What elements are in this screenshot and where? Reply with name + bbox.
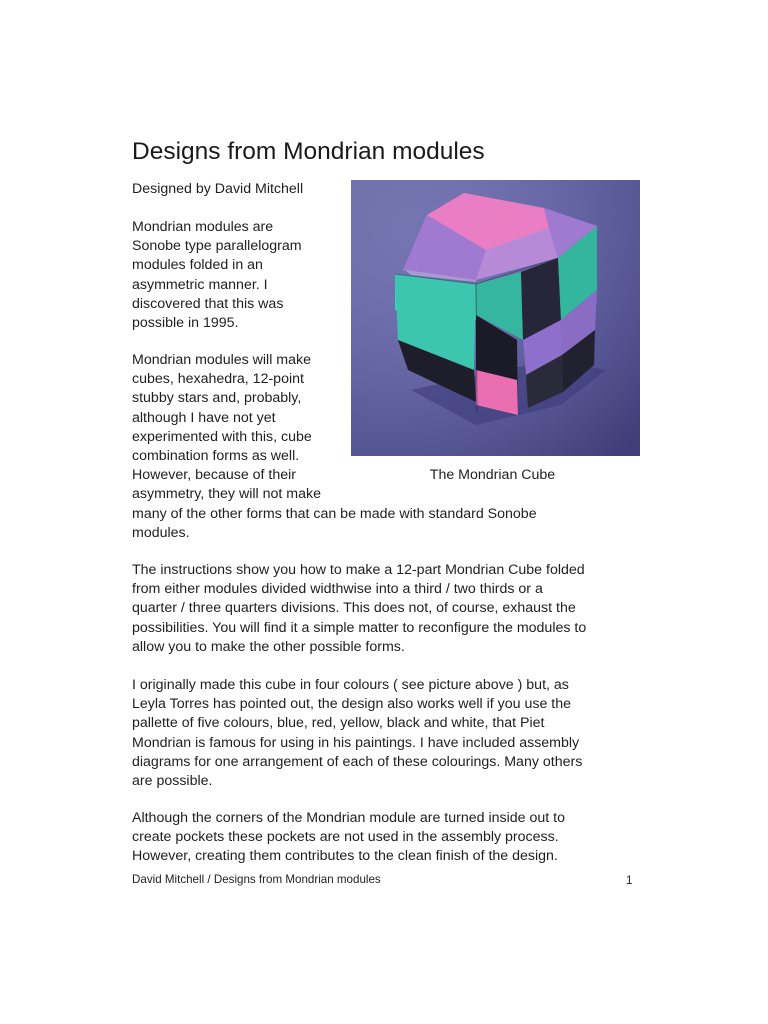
- text-line: combination forms as well.: [132, 448, 300, 465]
- text-line: are possible.: [132, 773, 213, 790]
- text-line: pallette of five colours, blue, red, yellow, black and white, that Piet: [132, 715, 545, 732]
- text-line: modules folded in an: [132, 257, 263, 274]
- photo-caption: The Mondrian Cube: [429, 467, 556, 483]
- text-line: allow you to make the other possible forms.: [132, 638, 405, 655]
- text-line: Although the corners of the Mondrian module are turned inside out to: [132, 810, 565, 826]
- paragraph-colours: [132, 676, 582, 791]
- footer-title: David Mitchell / Designs from Mondrian modules: [132, 873, 381, 886]
- designer-credit: [132, 180, 303, 199]
- paragraph-intro: [132, 218, 302, 333]
- text-line: However, creating them contributes to the clean finish of the design.: [132, 848, 558, 865]
- text-line: many of the other forms that can be made with standard Sonobe: [132, 505, 537, 522]
- text-line: possibilities. You will find it a simple matter to reconfigure the modules to: [132, 619, 587, 636]
- page-number: 1: [626, 874, 633, 887]
- text-line: I originally made this cube in four colours ( see picture above ) but, as: [132, 677, 569, 693]
- text-line: from either modules divided widthwise into a third / two thirds or a: [132, 581, 543, 598]
- text-line: possible in 1995.: [132, 315, 239, 332]
- paragraph-forms: [132, 351, 537, 543]
- text-line: Mondrian is famous for using in his paintings. I have included assembly: [132, 734, 580, 751]
- text-line: Mondrian modules will make: [132, 352, 311, 368]
- paragraph-instructions: [132, 561, 586, 657]
- text-line: asymmetric manner. I: [132, 276, 268, 293]
- text-line: cubes, hexahedra, 12-point: [132, 371, 304, 388]
- text-line: diagrams for one arrangement of each of these colourings. Many others: [132, 753, 583, 770]
- paragraph-pockets: [132, 809, 565, 867]
- page-title: Designs from Mondrian modules: [132, 138, 485, 165]
- text-line: create pockets these pockets are not used in the assembly process.: [132, 829, 559, 846]
- text-line: Mondrian modules are: [132, 219, 274, 235]
- text-line: The instructions show you how to make a 12-part Mondrian Cube folded: [132, 562, 585, 578]
- text-line: experimented with this, cube: [132, 428, 312, 445]
- text-line: Designed by David Mitchell: [132, 181, 304, 197]
- text-line: Leyla Torres has pointed out, the design also works well if you use the: [132, 696, 572, 713]
- text-line: However, because of their: [132, 467, 297, 484]
- text-line: stubby stars and, probably,: [132, 390, 302, 407]
- text-line: Sonobe type parallelogram: [132, 238, 302, 255]
- text-line: asymmetry, they will not make: [132, 486, 321, 503]
- text-line: although I have not yet: [132, 409, 276, 426]
- text-line: quarter / three quarters divisions. This does not, of course, exhaust the: [132, 600, 576, 617]
- text-line: discovered that this was: [132, 295, 284, 312]
- text-line: modules.: [132, 524, 190, 541]
